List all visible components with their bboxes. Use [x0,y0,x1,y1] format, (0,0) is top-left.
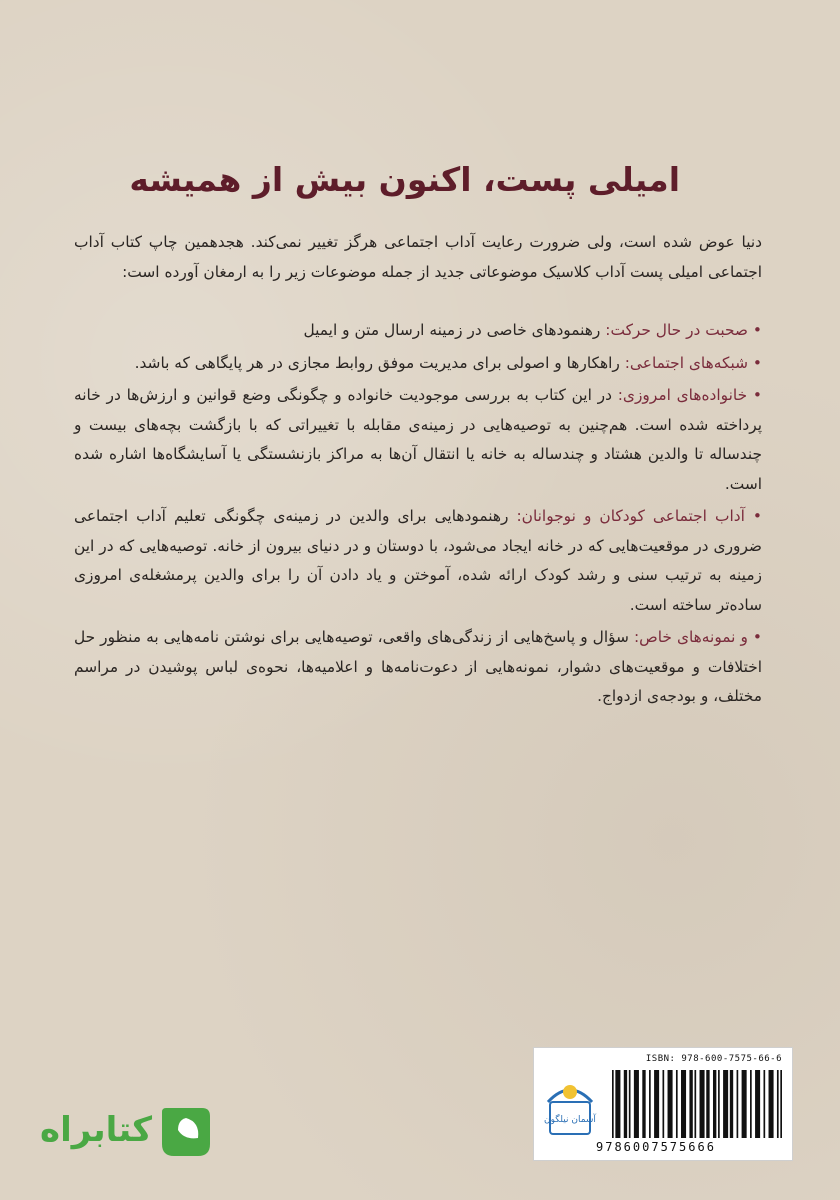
svg-text:آسمان نیلگون: آسمان نیلگون [544,1115,596,1125]
barcode-bar [718,1070,720,1138]
bullet-text: رهنمودهای خاصی در زمینه ارسال متن و ایمیل [303,321,601,339]
description [74,228,762,715]
barcode-bar [742,1070,747,1138]
bullet-icon: • [748,353,762,372]
bullet-icon: • [744,507,762,525]
barcode-bar [750,1070,752,1138]
bullet-label: آداب اجتماعی کودکان و نوجوانان: [516,507,745,525]
bullet-icon: • [747,386,762,404]
barcode-bar [700,1070,705,1138]
bullet-icon: • [747,628,762,646]
barcode-bar [689,1070,692,1138]
barcode-box [533,1047,793,1161]
book-leaf-icon [156,1100,216,1160]
bullet-label: صحبت در حال حرکت: [605,321,749,339]
barcode-bar [681,1070,686,1138]
barcode-bar [642,1070,645,1138]
intro-before: دنیا عوض شده است، ولی ضرورت رعایت آداب اجتماعی هرگز تغییر نمی‌کند. هجدهمین چاپ کتاب [110,233,762,251]
bullet-text: در این کتاب به بررسی موجودیت خانواده و چگونگی وضع قوانین و ارزش‌ها در خانه پرداخته شده است. هم‌چنین به توصیه‌هایی در زمینه‌ی مقابله با تغییراتی که با بازگشت بچه‌های بیست و چندساله تا والدین هشتاد و چندساله به خانه یا انتقال آن‌ها به مراکز بازنشستگی یا آسایشگاه‌ها اشاره شده است. [74,386,762,493]
bullet-text: سؤال و پاسخ‌هایی از زندگی‌های واقعی، توصیه‌هایی برای نوشتن نامه‌هایی به منظور حل اختلافات و موقعیت‌های دشوار، نمونه‌هایی از دعوت‌نامه‌ها و اعلامیه‌ها، نحوه‌ی لباس پوشیدن در مراسم مختلف، و بودجه‌ی ازدواج. [74,628,762,705]
barcode-bar [676,1070,678,1138]
barcode-bar [624,1070,627,1138]
barcode-bar [706,1070,709,1138]
bullet-icon: • [748,321,762,339]
intro-paragraph [74,228,762,287]
barcode-bar [755,1070,760,1138]
intro-after: آداب کلاسیک موضوعاتی جدید از جمله موضوعات زیر را به ارمغان آورده است: [122,262,626,281]
bullet-label: خانواده‌های امروزی: [617,386,748,404]
bullet-text: رهنمودهایی برای والدین در زمینه‌ی چگونگی تعلیم آداب اجتماعی ضروری در موقعیت‌هایی که در خانه ایجاد می‌شود، با دوستان و در دنیای بیرون از خانه. توصیه‌هایی که در این زمینه به ترتیب سنی و رشد کودک ارائه شده، آموختن و یاد دادن آن را برای والدین پرمشغله‌ی امروزی ساده‌تر ساخته است. [74,507,762,614]
bullet-text: راهکارها و اصولی برای مدیریت موفق روابط مجازی در هر پایگاهی که باشد. [134,353,620,372]
brand-logo [40,1100,220,1164]
barcode-bar [634,1070,639,1138]
list-item [74,349,762,379]
brand-name: کتابراه [40,1110,153,1150]
list-item [74,623,762,712]
barcode-bar [654,1070,659,1138]
page-title: امیلی پست، اکنون بیش از همیشه [129,160,680,199]
barcode-bar [612,1070,614,1138]
publisher-logo-icon [540,1072,600,1138]
barcode-bar [730,1070,733,1138]
isbn-label: ISBN: 978-600-7575-66-6 [645,1054,782,1064]
barcode-bar [763,1070,765,1138]
list-item [74,502,762,620]
barcode-bar [713,1070,716,1138]
barcode-bar [694,1070,696,1138]
barcode-bar [663,1070,665,1138]
bullet-label: شبکه‌های اجتماعی: [624,353,749,372]
barcode-bar [769,1070,774,1138]
barcode-bar [723,1070,728,1138]
barcode-bar [780,1070,782,1138]
barcode-bar [737,1070,739,1138]
barcode-bar [649,1070,651,1138]
barcode-bar [629,1070,631,1138]
barcode-bar [777,1070,779,1138]
barcode-bars [612,1070,784,1140]
barcode-number: 9786007575666 [596,1140,716,1154]
barcode-bar [668,1070,673,1138]
list-item [74,381,762,499]
intro-book-title: آداب اجتماعی امیلی پست [74,233,762,281]
bullet-label: و نمونه‌های خاص: [633,628,748,646]
list-item [74,316,762,346]
barcode-bar [615,1070,620,1138]
